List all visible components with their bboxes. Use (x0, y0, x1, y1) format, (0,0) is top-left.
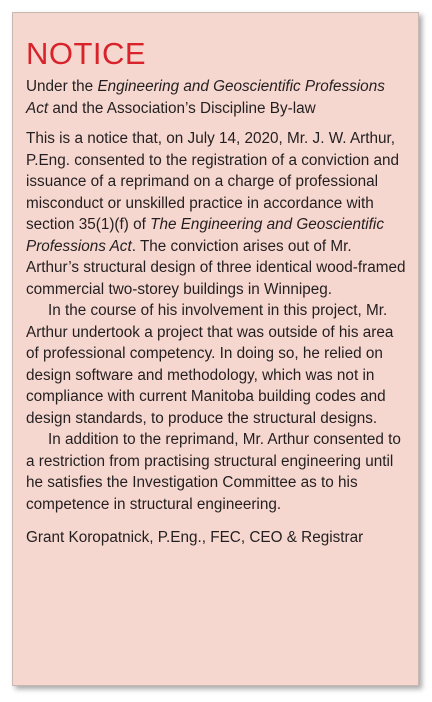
paragraph-1-before-act: This is a notice that, on July 14, 2020, Mr. J. W. Arthur, P.Eng. consented to the registration of a conviction and issuance of a reprimand on a charge of professional misconduct or unskilled practice in accordance with section 35(1)(f) of (26, 130, 400, 233)
notice-body (26, 128, 408, 515)
notice-intro (26, 76, 408, 119)
intro-prefix: Under the (26, 78, 98, 95)
notice-title: NOTICE (26, 36, 147, 71)
paragraph-1 (26, 128, 408, 300)
intro-act-name: Engineering and Geoscientific Professions Act (26, 78, 385, 117)
notice-box (12, 12, 419, 686)
intro-suffix: and the Association’s Discipline By-law (48, 99, 316, 117)
paragraph-3: In addition to the reprimand, Mr. Arthur consented to a restriction from practising structural engineering until he satisfies the Investigation Committee as to his competence in structural engineering. (26, 431, 401, 513)
paragraph-2: In the course of his involvement in this project, Mr. Arthur undertook a project that was outside of his area of professional competency. In doing so, he relied on design software and methodology, which was not in compliance with current Manitoba building codes and design standards, to produce the structural designs. (26, 302, 394, 427)
paragraph-1-after-act: . The conviction arises out of Mr. Arthur’s structural design of three identical wood-framed commercial two-storey buildings in Winnipeg. (26, 237, 406, 298)
signature: Grant Koropatnick, P.Eng., FEC, CEO & Registrar (26, 529, 364, 546)
paragraph-1-act-name: The Engineering and Geoscientific Professions Act (26, 216, 384, 255)
